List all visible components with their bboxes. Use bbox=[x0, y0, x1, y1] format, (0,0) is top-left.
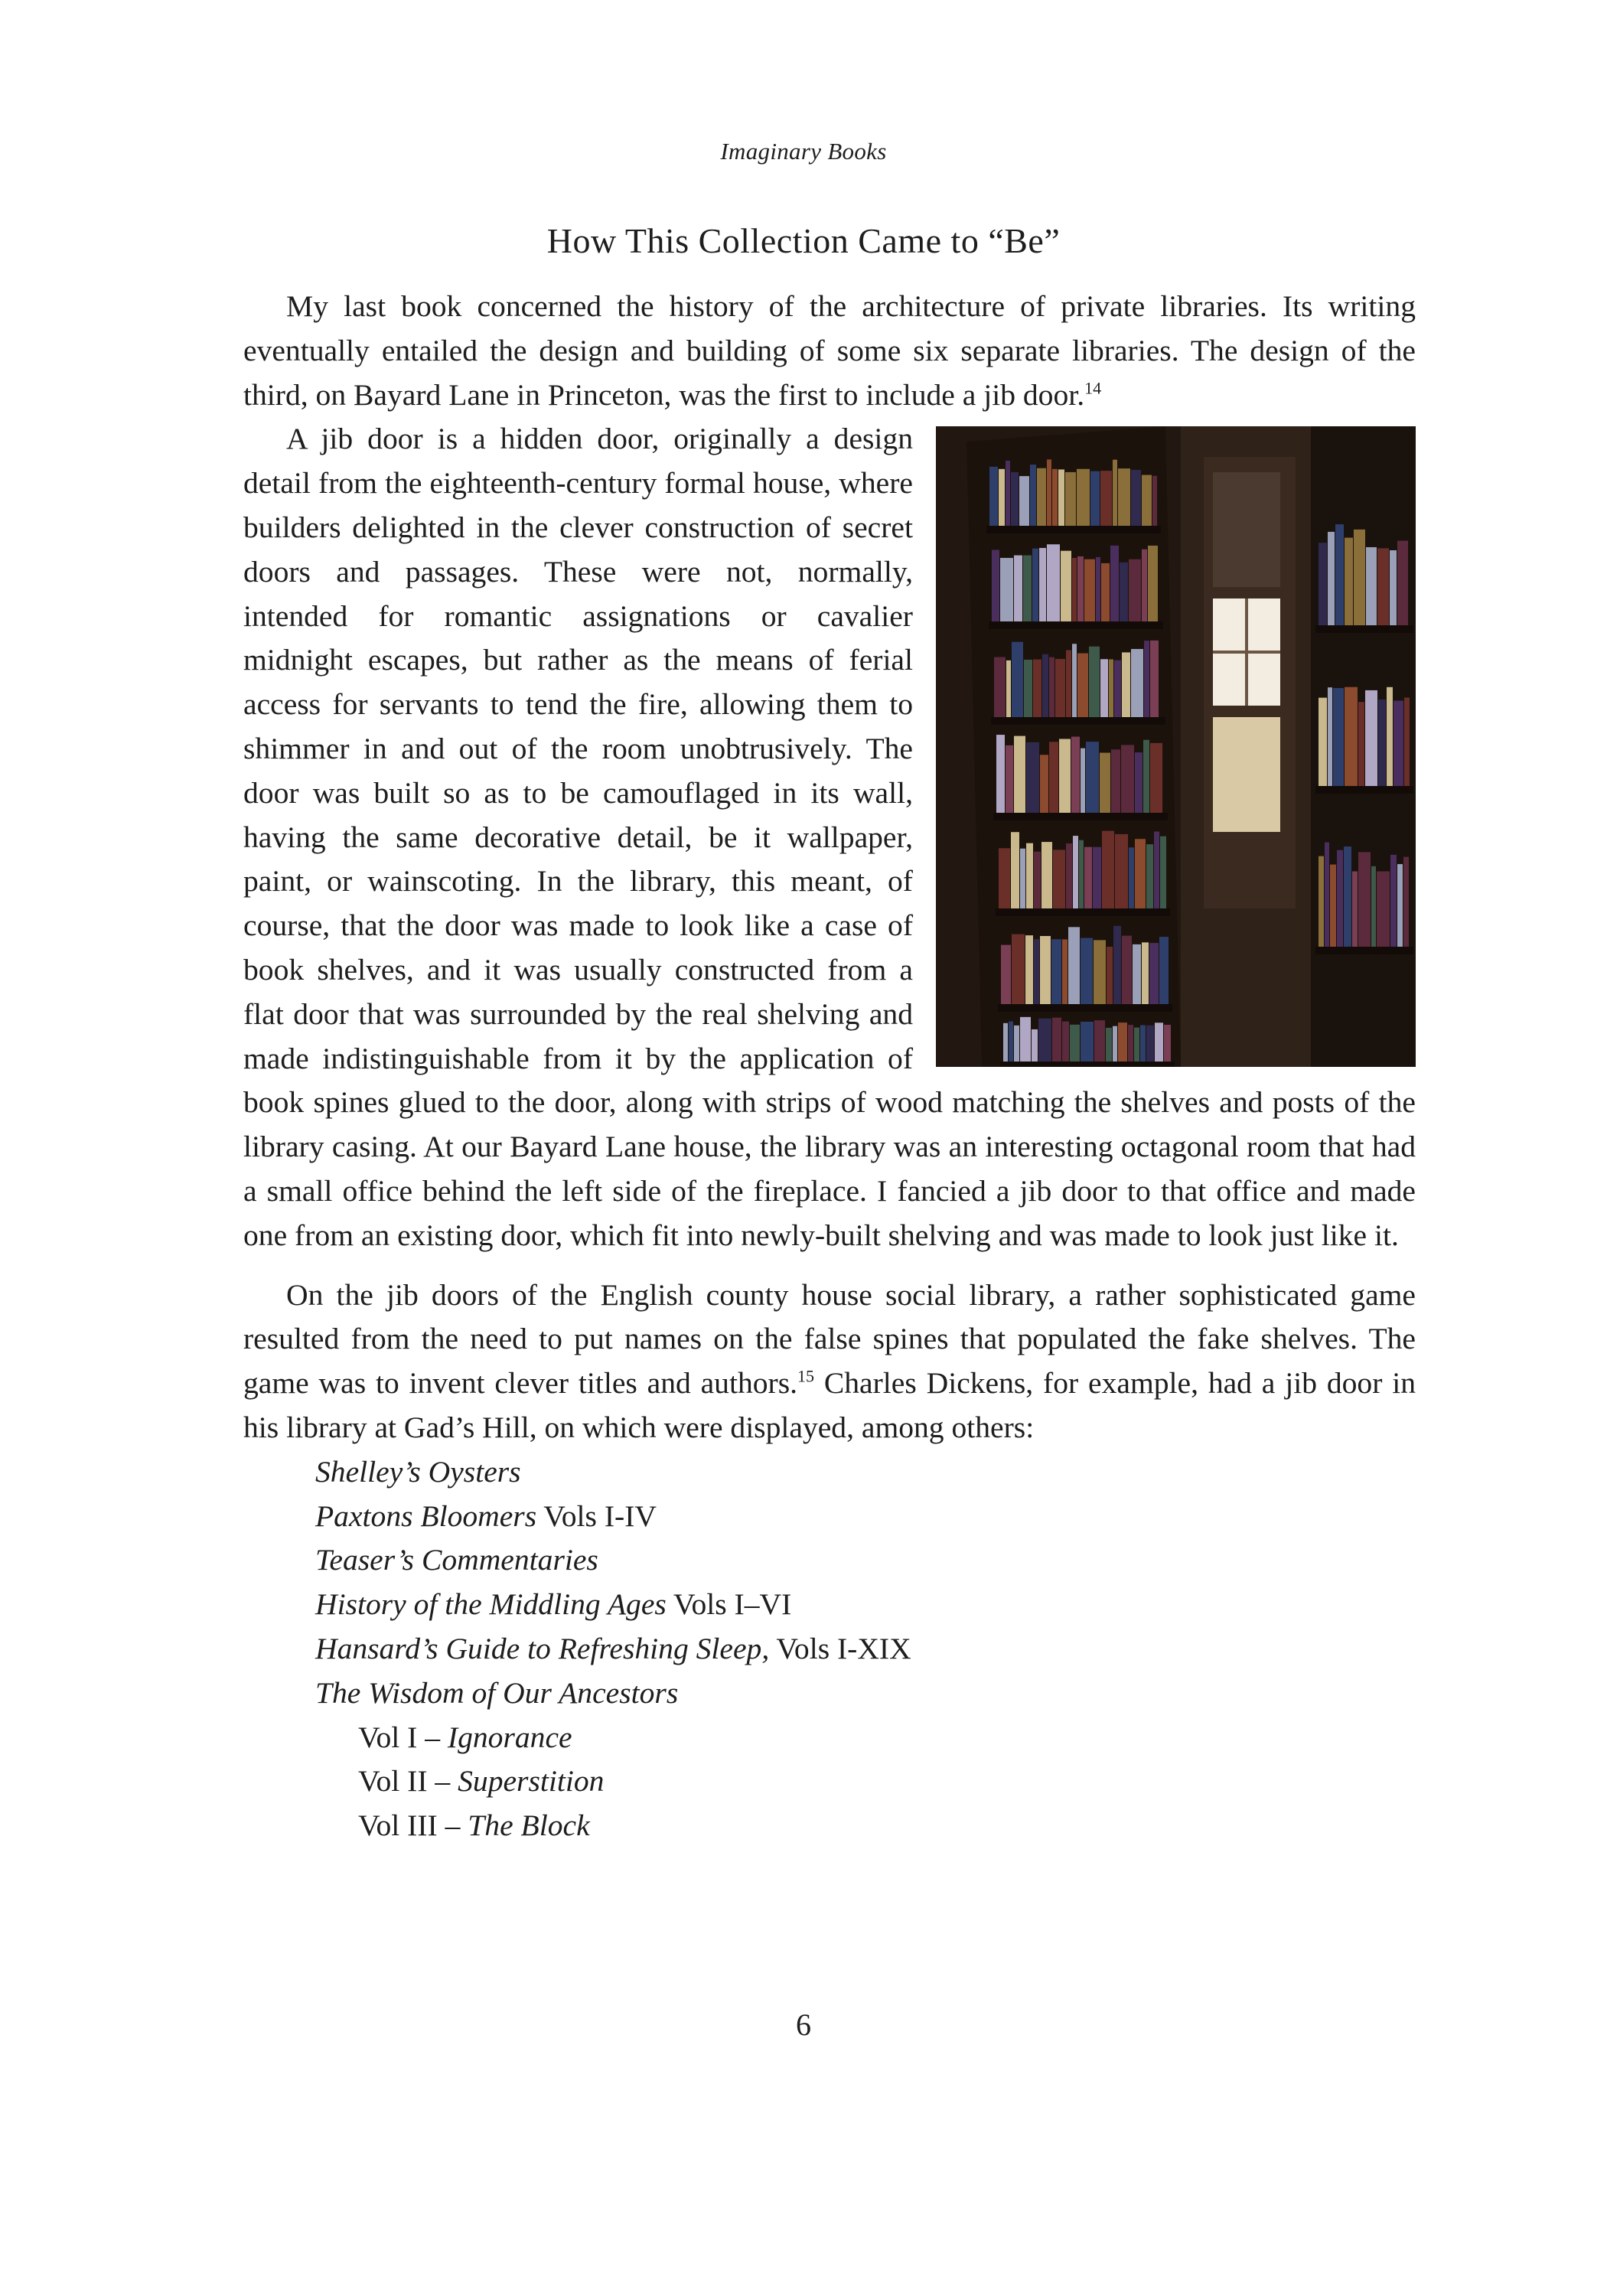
book-spine bbox=[1068, 928, 1080, 1005]
fake-title-volumes: Vols I-XIX bbox=[769, 1631, 911, 1665]
book-spine bbox=[1037, 468, 1046, 526]
book-spine bbox=[1034, 852, 1041, 908]
book-spine bbox=[1077, 469, 1090, 526]
book-spine bbox=[1152, 476, 1157, 526]
book-spine bbox=[1335, 524, 1344, 625]
book-spine bbox=[1150, 743, 1162, 813]
book-spine bbox=[1146, 1026, 1154, 1062]
book-spine bbox=[1101, 563, 1110, 621]
book-spine bbox=[1079, 840, 1084, 908]
book-spine bbox=[1071, 737, 1080, 813]
book-spine bbox=[1387, 687, 1393, 786]
book-spine bbox=[1024, 660, 1032, 717]
book-spine bbox=[1111, 750, 1120, 814]
book-spine bbox=[1055, 659, 1065, 717]
paragraph-1-text: My last book concerned the history of the architecture of private libraries. Its writing eventually entailed the design and building of some six separate libraries. The design of the third, on Bayard Lane in Princeton, was the first to include a jib door. bbox=[243, 289, 1416, 412]
book-spine bbox=[1319, 856, 1324, 947]
book-spine bbox=[1113, 460, 1117, 526]
paragraph-3-text-b: Charles Dickens, for example, had a jib door in his library at Gad’s Hill, on which were displayed, among others: bbox=[243, 1366, 1416, 1444]
book-spine bbox=[1033, 660, 1041, 717]
volume-title: Superstition bbox=[458, 1764, 605, 1799]
book-spine bbox=[1354, 530, 1365, 625]
book-spine bbox=[1129, 848, 1134, 909]
book-spine bbox=[1006, 745, 1013, 813]
book-spine bbox=[1143, 740, 1149, 813]
book-spine bbox=[1049, 742, 1058, 814]
fake-title: Hansard’s Guide to Refreshing Sleep, bbox=[315, 1631, 770, 1665]
book-spine bbox=[1014, 556, 1022, 621]
book-spine bbox=[1014, 1026, 1019, 1062]
book-spine bbox=[1061, 551, 1071, 621]
book-spine bbox=[1059, 739, 1071, 814]
book-spine bbox=[1096, 557, 1100, 621]
book-spine bbox=[1122, 653, 1130, 718]
book-spine bbox=[1065, 472, 1076, 526]
book-spine bbox=[1077, 556, 1084, 621]
book-spine bbox=[1345, 687, 1358, 786]
book-spine bbox=[1084, 559, 1095, 621]
book-spine bbox=[1020, 1017, 1031, 1062]
book-spine bbox=[1066, 843, 1072, 908]
volume-number: Vol III – bbox=[358, 1808, 468, 1843]
book-spine bbox=[1001, 945, 1011, 1004]
shelf-board bbox=[993, 813, 1168, 820]
book-spine bbox=[1397, 541, 1408, 626]
book-spine bbox=[1062, 1022, 1069, 1062]
book-spine bbox=[1000, 558, 1013, 621]
bookshelf-illustration bbox=[936, 426, 1416, 1067]
volume-title: Ignorance bbox=[447, 1720, 572, 1754]
book-spine bbox=[989, 467, 998, 526]
book-spine bbox=[1006, 461, 1010, 526]
book-spine bbox=[992, 550, 999, 622]
page-number: 6 bbox=[796, 2007, 811, 2042]
book-spine bbox=[1047, 545, 1060, 622]
book-spine bbox=[1378, 700, 1386, 786]
fake-title: Paxtons Bloomers bbox=[315, 1499, 537, 1533]
book-spine bbox=[1114, 660, 1121, 717]
fake-spine-titles-list bbox=[243, 1450, 1416, 1848]
book-spine bbox=[1014, 736, 1025, 813]
book-spine bbox=[1066, 651, 1071, 718]
book-spine bbox=[1129, 559, 1141, 621]
book-spine bbox=[1404, 698, 1410, 787]
book-spine bbox=[1393, 701, 1403, 787]
book-spine bbox=[1319, 698, 1327, 786]
book-spine bbox=[1135, 752, 1143, 813]
book-spine bbox=[1113, 1026, 1117, 1062]
book-spine bbox=[1121, 745, 1134, 814]
fake-title: Teaser’s Commentaries bbox=[315, 1543, 598, 1577]
book-spine bbox=[994, 657, 1006, 717]
book-spine bbox=[1352, 872, 1358, 947]
book-spine bbox=[1106, 1028, 1112, 1062]
book-spine bbox=[1118, 1023, 1127, 1062]
book-spine bbox=[1128, 1025, 1133, 1062]
book-spine bbox=[1093, 847, 1101, 908]
book-spine bbox=[1146, 845, 1153, 909]
book-spine bbox=[1390, 550, 1397, 625]
shelf-board bbox=[1315, 786, 1413, 794]
book-spine bbox=[1135, 840, 1146, 909]
book-spine bbox=[1142, 943, 1149, 1005]
book-spine bbox=[1100, 471, 1112, 527]
book-spine bbox=[1052, 1018, 1061, 1062]
book-spine bbox=[1094, 1021, 1105, 1062]
book-spine bbox=[1049, 657, 1054, 717]
book-spine bbox=[999, 469, 1005, 526]
book-spine bbox=[1113, 926, 1121, 1004]
book-spine bbox=[1390, 855, 1397, 947]
section-title: How This Collection Came to “Be” bbox=[546, 221, 1061, 260]
fake-title-item bbox=[315, 1671, 1416, 1716]
paragraph-3 bbox=[243, 1274, 1416, 1450]
book-spine bbox=[1148, 546, 1158, 621]
book-spine bbox=[1072, 558, 1077, 621]
book-spine bbox=[1041, 842, 1052, 908]
book-spine bbox=[1397, 864, 1403, 947]
fake-title-item bbox=[315, 1538, 1416, 1583]
fake-title-item bbox=[315, 1583, 1416, 1627]
book-spine bbox=[1365, 690, 1377, 786]
volume-item bbox=[315, 1804, 1416, 1848]
book-spine bbox=[1134, 1028, 1139, 1062]
book-spine bbox=[1164, 1025, 1171, 1062]
book-spine bbox=[1042, 654, 1048, 717]
book-spine bbox=[1144, 641, 1149, 717]
book-spine bbox=[1062, 940, 1068, 1005]
volume-item bbox=[315, 1716, 1416, 1760]
book-spine bbox=[1110, 546, 1119, 621]
book-spine bbox=[1003, 1023, 1008, 1062]
book-spine bbox=[1090, 471, 1100, 526]
shelf-board bbox=[986, 526, 1161, 533]
book-spine bbox=[1149, 944, 1159, 1005]
body-text bbox=[243, 285, 1416, 1848]
book-spine bbox=[1081, 938, 1093, 1004]
book-spine bbox=[1011, 472, 1019, 526]
book-spine bbox=[1159, 937, 1169, 1004]
book-spine bbox=[1089, 647, 1100, 717]
book-spine bbox=[1118, 469, 1130, 527]
book-spine bbox=[1070, 1025, 1080, 1062]
book-spine bbox=[1403, 857, 1409, 947]
book-spine bbox=[1109, 660, 1113, 718]
book-spine bbox=[1319, 543, 1327, 626]
book-spine bbox=[1154, 832, 1159, 909]
book-spine bbox=[1100, 753, 1110, 813]
book-spine bbox=[1115, 834, 1128, 908]
book-spine bbox=[1160, 837, 1166, 908]
fake-title-item bbox=[315, 1495, 1416, 1539]
book-spine bbox=[1358, 853, 1371, 947]
book-spine bbox=[1155, 1023, 1163, 1062]
book-spine bbox=[1325, 843, 1329, 947]
book-spine bbox=[1366, 547, 1377, 625]
book-spine bbox=[996, 735, 1005, 813]
paragraph-3-text-a: On the jib doors of the English county house social library, a rather sophisticated game resulted from the need to put names on the false spines that populated the fake shelves. The game was to invent clever titles and authors. bbox=[243, 1277, 1416, 1401]
book-spine bbox=[1086, 742, 1099, 814]
shelf-board bbox=[1315, 947, 1413, 954]
book-spine bbox=[1077, 654, 1088, 717]
book-spine bbox=[1084, 847, 1092, 908]
book-spine bbox=[1011, 833, 1019, 909]
book-spine bbox=[1072, 644, 1077, 718]
fake-title: Shelley’s Oysters bbox=[315, 1454, 521, 1489]
book-spine bbox=[1032, 1029, 1038, 1062]
volume-title: The Block bbox=[468, 1808, 590, 1843]
book-spine bbox=[1333, 688, 1344, 786]
book-spine bbox=[1039, 548, 1046, 621]
book-spine bbox=[1073, 836, 1078, 908]
book-spine bbox=[1107, 947, 1113, 1004]
book-spine bbox=[1081, 1022, 1094, 1062]
book-spine bbox=[1094, 941, 1106, 1005]
book-spine bbox=[1019, 476, 1029, 526]
book-spine bbox=[1102, 831, 1114, 908]
paragraph-2: A jib door is a hidden door, originally a design detail from the eighteenth-century formal house, where builders delighted in the clever construction of secret doors and passages. These were not, normally, intended for romantic assignations or cavalier midnight escapes, but rather as the means of ferial access for servants to tend the fire, allowing them to shimmer in and out of the room unobtrusively. The door was built so as to be camouflaged in its wall, having the same decorative detail, be it wallpaper, paint, or wainscoting. In the library, this meant, of course, that the door was made to look like a case of book shelves, and it was usually constructed from a flat door that was surrounded by the real shelving and made indistinguishable from it by the application of book spines glued to the door, along with strips of wood matching the shelves and posts of the library casing. At our Bayard Lane house, the library was an interesting octagonal room that had a small office behind the left side of the fireplace. I fancied a jib door to that office and made one from an existing door, which fit into newly-built shelving and was made to look just like it. bbox=[243, 422, 1416, 1252]
book-spine bbox=[1030, 465, 1036, 526]
book-spine bbox=[1377, 549, 1389, 626]
book-spine bbox=[1371, 866, 1376, 947]
shelf-board bbox=[998, 1004, 1172, 1012]
book-spine bbox=[1150, 641, 1159, 717]
book-spine bbox=[1328, 688, 1332, 787]
book-spine bbox=[1020, 849, 1025, 908]
book-spine bbox=[1337, 850, 1343, 947]
shelf-board bbox=[1315, 625, 1413, 633]
book-spine bbox=[1081, 748, 1085, 813]
book-spine bbox=[1025, 936, 1033, 1005]
fake-title-item bbox=[315, 1627, 1416, 1671]
shelf-board bbox=[989, 621, 1163, 629]
book-spine bbox=[1053, 850, 1065, 909]
book-spine bbox=[1328, 532, 1335, 625]
paragraph-1 bbox=[243, 285, 1416, 417]
book-spine bbox=[1009, 1022, 1013, 1062]
book-spine bbox=[1058, 470, 1064, 527]
volume-number: Vol I – bbox=[358, 1720, 448, 1754]
book-spine bbox=[1131, 649, 1143, 717]
book-spine bbox=[1040, 755, 1048, 814]
book-spine bbox=[1358, 703, 1364, 787]
shelf-board bbox=[996, 908, 1170, 916]
book-spine bbox=[1131, 470, 1141, 526]
book-spine bbox=[1026, 843, 1033, 908]
fake-title-volumes: Vols I-IV bbox=[536, 1499, 657, 1533]
fake-title-item bbox=[315, 1450, 1416, 1495]
book-spine bbox=[1038, 1019, 1051, 1062]
jib-door-bookshelf-photo bbox=[936, 426, 1416, 1067]
book-spine bbox=[1140, 1026, 1146, 1062]
volume-number: Vol II – bbox=[358, 1764, 458, 1799]
book-spine bbox=[1142, 475, 1152, 526]
footnote-ref-15: 15 bbox=[797, 1366, 815, 1386]
book-spine bbox=[999, 849, 1010, 909]
book-spine bbox=[1377, 872, 1390, 947]
book-spine bbox=[1142, 550, 1147, 621]
shelf-board bbox=[991, 717, 1165, 725]
footnote-ref-14: 14 bbox=[1084, 378, 1102, 398]
fake-title-volumes: Vols I–VI bbox=[666, 1587, 792, 1622]
book-spine bbox=[1040, 936, 1051, 1004]
fake-title: The Wisdom of Our Ancestors bbox=[315, 1675, 679, 1710]
book-spine bbox=[1100, 660, 1108, 718]
running-head: Imaginary Books bbox=[720, 138, 887, 165]
book-spine bbox=[1344, 846, 1351, 947]
volume-item bbox=[315, 1760, 1416, 1804]
book-spine bbox=[1120, 563, 1128, 621]
book-spine bbox=[1051, 940, 1061, 1005]
book-spine bbox=[1047, 460, 1051, 527]
book-spine bbox=[1034, 939, 1039, 1004]
book-spine bbox=[1330, 865, 1336, 947]
book-spine bbox=[1006, 660, 1011, 717]
book-spine bbox=[1122, 936, 1132, 1004]
book-spine bbox=[1032, 549, 1038, 621]
book-spine bbox=[1133, 944, 1141, 1004]
book-spine bbox=[1012, 934, 1025, 1004]
book-spine bbox=[1026, 742, 1039, 813]
shelf-board bbox=[1000, 1062, 1175, 1067]
book-spine bbox=[1052, 469, 1058, 526]
fake-title: History of the Middling Ages bbox=[315, 1587, 667, 1622]
book-spine bbox=[1012, 642, 1023, 717]
book-spine bbox=[1023, 556, 1032, 621]
book-spine bbox=[1345, 538, 1353, 625]
